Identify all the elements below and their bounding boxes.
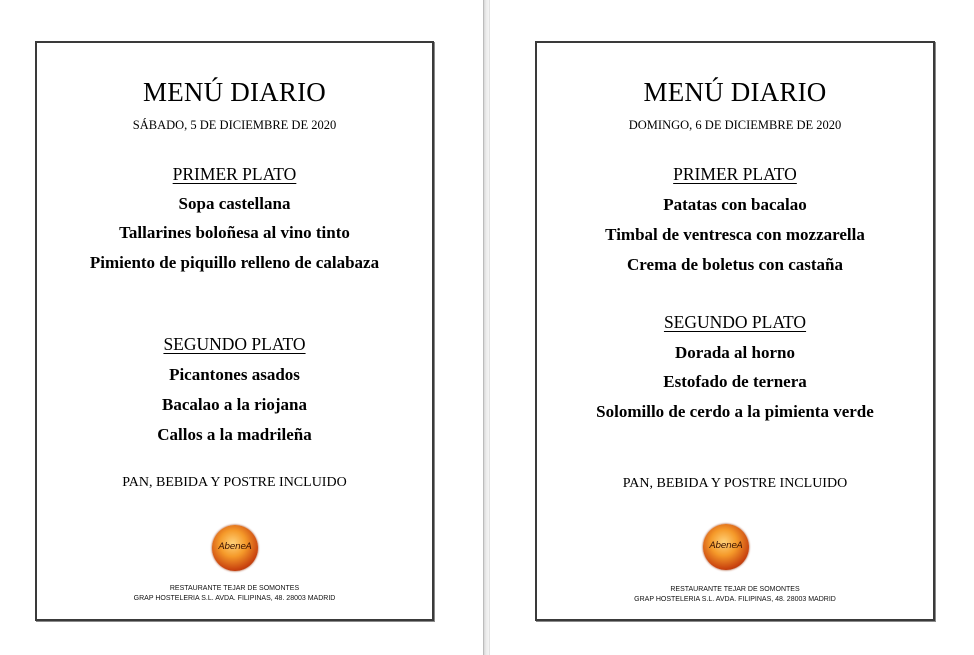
logo-text: AbeneA: [218, 542, 252, 552]
dish-item: Estofado de ternera: [663, 372, 807, 391]
logo-text: AbeneA: [709, 541, 743, 551]
included-note: PAN, BEBIDA Y POSTRE INCLUIDO: [122, 475, 347, 490]
dish-item: Solomillo de cerdo a la pimienta verde: [596, 402, 874, 421]
included-note: PAN, BEBIDA Y POSTRE INCLUIDO: [622, 476, 848, 491]
second-course-heading: SEGUNDO PLATO: [663, 312, 807, 332]
restaurant-name: RESTAURANTE TEJAR DE SOMONTES: [169, 585, 300, 592]
page-gutter: [483, 0, 490, 655]
menu-date: SÁBADO, 5 DE DICIEMBRE DE 2020: [132, 118, 337, 132]
dish-item: Callos a la madrileña: [157, 425, 312, 444]
restaurant-logo: [212, 525, 258, 571]
dish-item: Pimiento de piquillo relleno de calabaza: [89, 253, 380, 272]
dish-item: Patatas con bacalao: [663, 195, 807, 214]
dish-item: Tallarines boloñesa al vino tinto: [119, 223, 350, 242]
restaurant-address: GRAP HOSTELERIA S.L. AVDA. FILIPINAS, 48. 28003 MADRID: [634, 596, 836, 603]
page-left: [0, 0, 483, 655]
dish-item: Crema de boletus con castaña: [627, 255, 843, 274]
page-right: [490, 0, 974, 655]
dish-item: Picantones asados: [169, 365, 300, 384]
restaurant-address: GRAP HOSTELERIA S.L. AVDA. FILIPINAS, 48. 28003 MADRID: [133, 595, 336, 602]
restaurant-name: RESTAURANTE TEJAR DE SOMONTES: [670, 586, 800, 593]
menu-frame: [535, 41, 935, 621]
menu-frame: [35, 41, 434, 621]
first-course-heading: PRIMER PLATO: [172, 164, 297, 184]
restaurant-logo: [703, 524, 749, 570]
dish-item: Dorada al horno: [675, 343, 795, 362]
dish-item: Sopa castellana: [178, 194, 291, 213]
menu-date: DOMINGO, 6 DE DICIEMBRE DE 2020: [628, 118, 842, 132]
dish-item: Bacalao a la riojana: [162, 395, 307, 414]
dish-item: Timbal de ventresca con mozzarella: [605, 225, 865, 244]
menu-title: MENÚ DIARIO: [643, 77, 827, 107]
second-course-heading: SEGUNDO PLATO: [163, 334, 306, 354]
first-course-heading: PRIMER PLATO: [673, 164, 797, 184]
menu-title: MENÚ DIARIO: [143, 77, 326, 107]
